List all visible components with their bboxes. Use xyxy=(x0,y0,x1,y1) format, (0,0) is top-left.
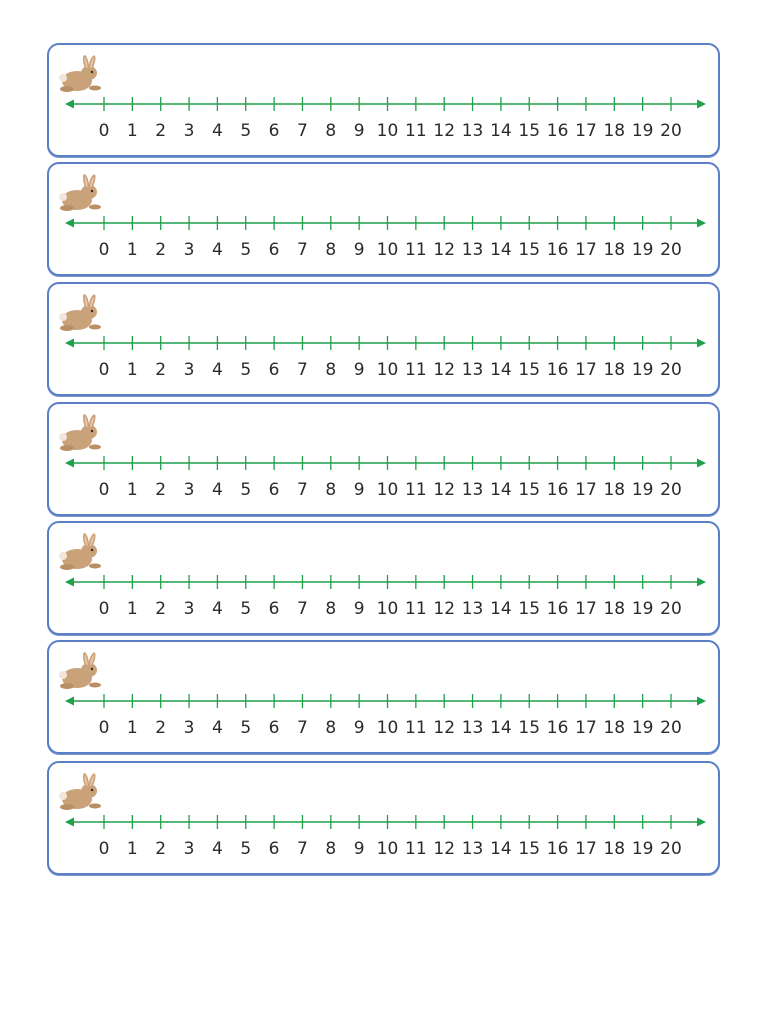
tick-label: 15 xyxy=(518,360,541,380)
tick-label: 12 xyxy=(433,718,456,738)
tick-label: 8 xyxy=(325,240,337,260)
tick-label: 0 xyxy=(98,599,110,619)
number-line-strip xyxy=(47,402,720,516)
tick-label: 12 xyxy=(433,240,456,260)
tick-label: 2 xyxy=(155,121,167,141)
tick-label: 9 xyxy=(353,480,365,500)
tick-label: 14 xyxy=(490,599,512,619)
tick-label: 1 xyxy=(126,121,138,141)
tick-label: 6 xyxy=(268,360,280,380)
left-arrow-icon xyxy=(65,219,74,228)
tick-label: 4 xyxy=(211,480,223,500)
tick-label: 20 xyxy=(660,480,682,500)
tick-label: 11 xyxy=(405,839,427,859)
tick-label: 14 xyxy=(490,240,512,260)
tick-label: 12 xyxy=(433,121,456,141)
left-arrow-icon xyxy=(65,578,74,587)
tick-label: 17 xyxy=(575,121,597,141)
tick-label: 11 xyxy=(405,121,427,141)
number-line-strip xyxy=(47,43,720,157)
tick-label: 10 xyxy=(376,240,399,260)
tick-label: 2 xyxy=(155,480,167,500)
number-line xyxy=(49,164,718,274)
tick-label: 3 xyxy=(183,121,195,141)
tick-label: 17 xyxy=(575,240,597,260)
tick-label: 3 xyxy=(183,360,195,380)
tick-label: 10 xyxy=(376,839,399,859)
right-arrow-icon xyxy=(697,697,706,706)
tick-label: 14 xyxy=(490,121,512,141)
tick-label: 14 xyxy=(490,480,512,500)
left-arrow-icon xyxy=(65,697,74,706)
tick-label: 12 xyxy=(433,599,456,619)
tick-label: 10 xyxy=(376,121,399,141)
tick-label: 9 xyxy=(353,121,365,141)
tick-label: 20 xyxy=(660,839,682,859)
tick-label: 10 xyxy=(376,718,399,738)
tick-label: 20 xyxy=(660,121,682,141)
tick-label: 11 xyxy=(405,718,427,738)
tick-label: 19 xyxy=(631,718,654,738)
tick-label: 6 xyxy=(268,839,280,859)
tick-label: 7 xyxy=(297,121,308,141)
right-arrow-icon xyxy=(697,100,706,109)
number-line-strip xyxy=(47,761,720,875)
tick-label: 5 xyxy=(240,121,252,141)
tick-label: 18 xyxy=(603,599,626,619)
tick-label: 2 xyxy=(155,839,167,859)
tick-label: 20 xyxy=(660,718,682,738)
tick-label: 0 xyxy=(98,360,110,380)
tick-label: 20 xyxy=(660,599,682,619)
rabbit-icon xyxy=(59,294,101,331)
right-arrow-icon xyxy=(697,219,706,228)
tick-label: 0 xyxy=(98,121,110,141)
tick-label: 20 xyxy=(660,240,682,260)
tick-label: 18 xyxy=(603,718,626,738)
tick-label: 19 xyxy=(631,599,654,619)
tick-label: 18 xyxy=(603,240,626,260)
tick-label: 5 xyxy=(240,240,252,260)
tick-label: 8 xyxy=(325,718,337,738)
tick-label: 9 xyxy=(353,839,365,859)
tick-label: 0 xyxy=(98,240,110,260)
tick-label: 13 xyxy=(461,360,484,380)
left-arrow-icon xyxy=(65,339,74,348)
tick-label: 19 xyxy=(631,121,654,141)
tick-label: 13 xyxy=(461,599,484,619)
tick-label: 6 xyxy=(268,240,280,260)
tick-label: 17 xyxy=(575,599,597,619)
tick-label: 11 xyxy=(405,360,427,380)
tick-label: 19 xyxy=(631,480,654,500)
tick-label: 18 xyxy=(603,839,626,859)
tick-label: 6 xyxy=(268,480,280,500)
tick-label: 2 xyxy=(155,240,167,260)
tick-label: 7 xyxy=(297,839,308,859)
tick-label: 8 xyxy=(325,839,337,859)
tick-label: 18 xyxy=(603,121,626,141)
tick-label: 4 xyxy=(211,360,223,380)
tick-label: 11 xyxy=(405,480,427,500)
tick-label: 5 xyxy=(240,599,252,619)
tick-label: 13 xyxy=(461,121,484,141)
tick-label: 16 xyxy=(546,599,569,619)
tick-label: 11 xyxy=(405,240,427,260)
number-line-strip xyxy=(47,521,720,635)
tick-label: 14 xyxy=(490,718,512,738)
tick-label: 14 xyxy=(490,839,512,859)
tick-label: 9 xyxy=(353,360,365,380)
tick-label: 19 xyxy=(631,360,654,380)
tick-label: 2 xyxy=(155,599,167,619)
tick-label: 7 xyxy=(297,599,308,619)
tick-label: 19 xyxy=(631,240,654,260)
rabbit-icon xyxy=(59,55,101,92)
tick-label: 17 xyxy=(575,718,597,738)
rabbit-icon xyxy=(59,174,101,211)
tick-label: 0 xyxy=(98,480,110,500)
tick-label: 16 xyxy=(546,480,569,500)
tick-label: 16 xyxy=(546,360,569,380)
tick-label: 7 xyxy=(297,240,308,260)
tick-label: 15 xyxy=(518,839,541,859)
tick-label: 17 xyxy=(575,480,597,500)
tick-label: 5 xyxy=(240,360,252,380)
rabbit-icon xyxy=(59,773,101,810)
tick-label: 8 xyxy=(325,599,337,619)
rabbit-icon xyxy=(59,414,101,451)
right-arrow-icon xyxy=(697,578,706,587)
left-arrow-icon xyxy=(65,100,74,109)
tick-label: 3 xyxy=(183,718,195,738)
tick-label: 20 xyxy=(660,360,682,380)
tick-label: 9 xyxy=(353,718,365,738)
tick-label: 1 xyxy=(126,839,138,859)
tick-label: 1 xyxy=(126,480,138,500)
right-arrow-icon xyxy=(697,459,706,468)
tick-label: 13 xyxy=(461,240,484,260)
tick-label: 4 xyxy=(211,718,223,738)
tick-label: 16 xyxy=(546,839,569,859)
tick-label: 15 xyxy=(518,121,541,141)
tick-label: 10 xyxy=(376,599,399,619)
tick-label: 12 xyxy=(433,360,456,380)
number-line xyxy=(49,763,718,873)
number-line xyxy=(49,404,718,514)
number-line-strip xyxy=(47,640,720,754)
tick-label: 16 xyxy=(546,121,569,141)
tick-label: 3 xyxy=(183,599,195,619)
tick-label: 5 xyxy=(240,718,252,738)
number-line-strip xyxy=(47,282,720,396)
right-arrow-icon xyxy=(697,339,706,348)
tick-label: 16 xyxy=(546,718,569,738)
tick-label: 5 xyxy=(240,839,252,859)
tick-label: 12 xyxy=(433,480,456,500)
tick-label: 11 xyxy=(405,599,427,619)
number-line xyxy=(49,284,718,394)
tick-label: 16 xyxy=(546,240,569,260)
tick-label: 19 xyxy=(631,839,654,859)
tick-label: 7 xyxy=(297,360,308,380)
tick-label: 2 xyxy=(155,718,167,738)
tick-label: 0 xyxy=(98,718,110,738)
tick-label: 18 xyxy=(603,360,626,380)
tick-label: 2 xyxy=(155,360,167,380)
tick-label: 1 xyxy=(126,599,138,619)
right-arrow-icon xyxy=(697,818,706,827)
tick-label: 14 xyxy=(490,360,512,380)
left-arrow-icon xyxy=(65,459,74,468)
tick-label: 4 xyxy=(211,121,223,141)
number-line xyxy=(49,45,718,155)
number-line xyxy=(49,523,718,633)
tick-label: 6 xyxy=(268,599,280,619)
tick-label: 8 xyxy=(325,360,337,380)
tick-label: 8 xyxy=(325,121,337,141)
tick-label: 3 xyxy=(183,480,195,500)
tick-label: 1 xyxy=(126,240,138,260)
tick-label: 8 xyxy=(325,480,337,500)
tick-label: 13 xyxy=(461,718,484,738)
tick-label: 0 xyxy=(98,839,110,859)
tick-label: 17 xyxy=(575,360,597,380)
tick-label: 12 xyxy=(433,839,456,859)
tick-label: 15 xyxy=(518,240,541,260)
tick-label: 9 xyxy=(353,240,365,260)
tick-label: 10 xyxy=(376,480,399,500)
rabbit-icon xyxy=(59,652,101,689)
tick-label: 1 xyxy=(126,360,138,380)
tick-label: 3 xyxy=(183,240,195,260)
tick-label: 4 xyxy=(211,599,223,619)
tick-label: 10 xyxy=(376,360,399,380)
tick-label: 13 xyxy=(461,480,484,500)
tick-label: 1 xyxy=(126,718,138,738)
tick-label: 7 xyxy=(297,480,308,500)
left-arrow-icon xyxy=(65,818,74,827)
tick-label: 5 xyxy=(240,480,252,500)
tick-label: 15 xyxy=(518,718,541,738)
tick-label: 15 xyxy=(518,599,541,619)
tick-label: 3 xyxy=(183,839,195,859)
tick-label: 6 xyxy=(268,718,280,738)
number-line xyxy=(49,642,718,752)
tick-label: 9 xyxy=(353,599,365,619)
tick-label: 17 xyxy=(575,839,597,859)
tick-label: 18 xyxy=(603,480,626,500)
tick-label: 15 xyxy=(518,480,541,500)
number-line-strip xyxy=(47,162,720,276)
tick-label: 4 xyxy=(211,839,223,859)
tick-label: 4 xyxy=(211,240,223,260)
rabbit-icon xyxy=(59,533,101,570)
tick-label: 6 xyxy=(268,121,280,141)
tick-label: 13 xyxy=(461,839,484,859)
tick-label: 7 xyxy=(297,718,308,738)
